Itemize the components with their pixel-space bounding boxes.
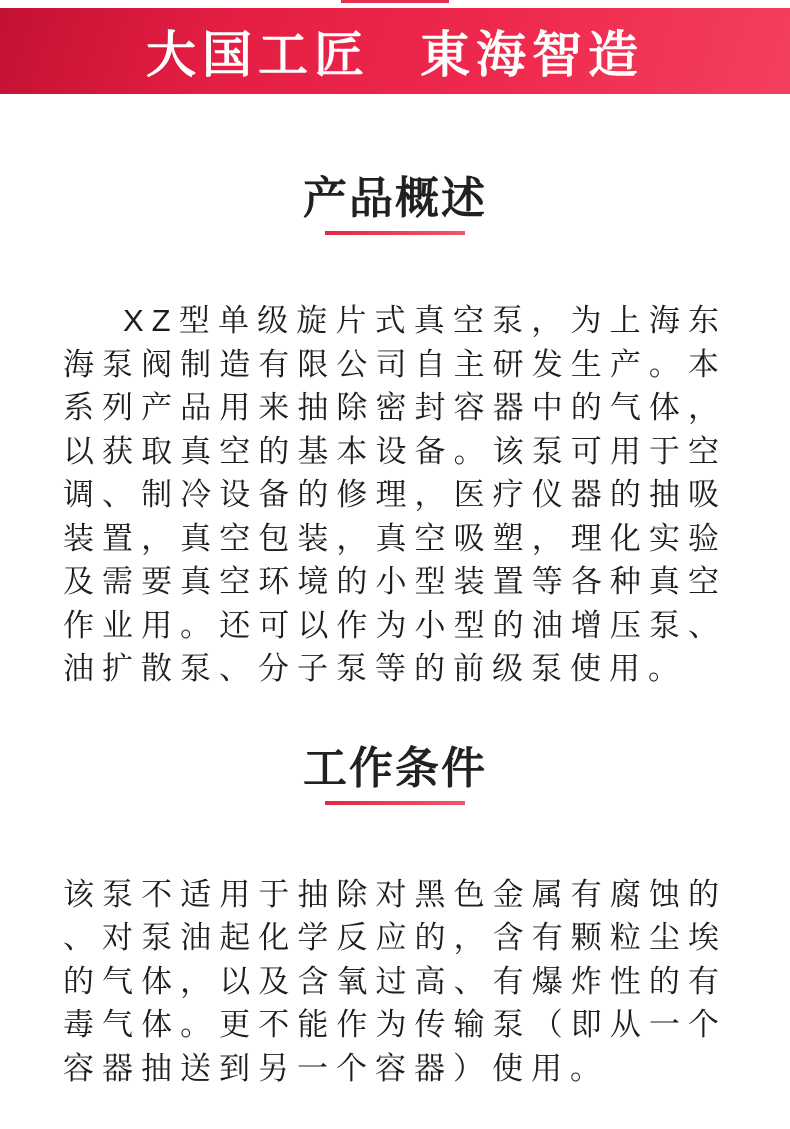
heading-underline xyxy=(325,801,465,805)
top-divider-line xyxy=(341,0,449,3)
heading-underline xyxy=(325,231,465,235)
product-overview-heading: 产品概述 xyxy=(303,174,487,223)
product-overview-paragraph: XZ型单级旋片式真空泵，为上海东海泵阀制造有限公司自主研发生产。本系列产品用来抽除密封容器中的气体，以获取真空的基本设备。该泵可用于空调、制冷设备的修理，医疗仪器的抽吸装置，真空包装，真空吸塑，理化实验及需要真空环境的小型装置等各种真空作业用。还可以作为小型的油增压泵、油扩散泵、分子泵等的前级泵使用。 xyxy=(63,303,727,686)
section-product-overview xyxy=(0,176,790,691)
working-conditions-paragraph: 该泵不适用于抽除对黑色金属有腐蚀的、对泵油起化学反应的，含有颗粒尘埃的气体，以及含氧过高、有爆炸性的有毒气体。更不能作为传输泵（即从一个容器抽送到另一个容器）使用。 xyxy=(63,876,727,1086)
section-working-conditions xyxy=(0,743,790,1091)
brand-banner xyxy=(0,8,790,94)
working-conditions-heading: 工作条件 xyxy=(303,743,487,793)
banner-title: 大国工匠 東海智造 xyxy=(146,27,644,83)
